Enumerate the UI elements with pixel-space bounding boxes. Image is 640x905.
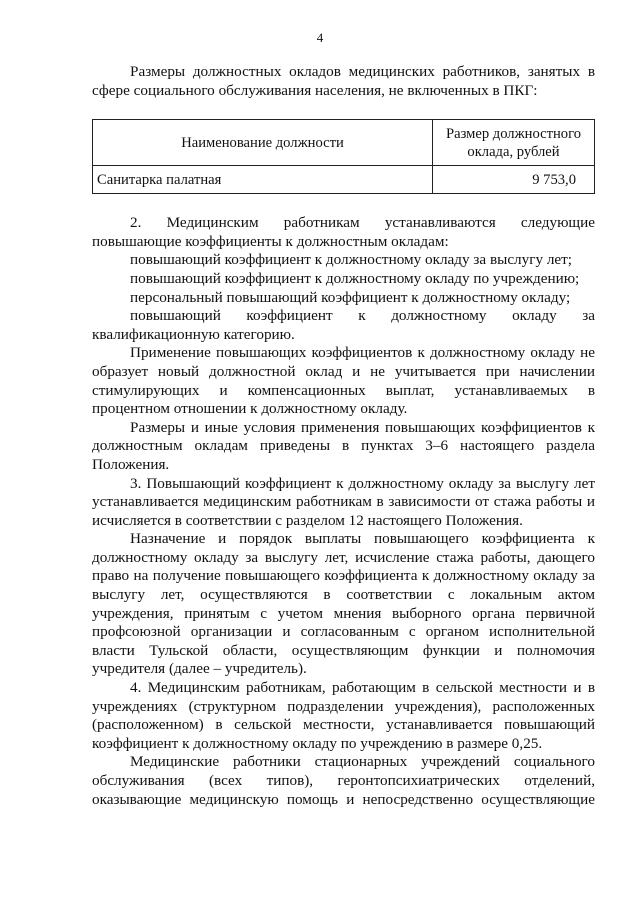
column-header-salary: Размер должностного оклада, рублей: [433, 120, 595, 166]
list-item-coef-qualification: повышающий коэффициент к должностному окладу за квалификационную категорию.: [92, 307, 595, 343]
cell-salary: 9 753,0: [433, 166, 595, 194]
paragraph-sizes: Размеры и иные условия применения повышающих коэффициентов к должностным окладам приведены в пунктах 3–6 настоящего раздела Положения.: [92, 418, 595, 473]
salary-table: [92, 119, 595, 194]
document-body: [92, 63, 595, 809]
list-item-coef-institution: повышающий коэффициент к должностному окладу по учреждению;: [130, 269, 580, 287]
intro-paragraph: Размеры должностных окладов медицинских работников, занятых в сфере социального обслуживания населения, не включенных в ПКГ:: [92, 63, 595, 99]
paragraph-item-3: 3. Повышающий коэффициент к должностному окладу за выслугу лет устанавливается медицинским работникам в зависимости от стажа работы и исчисляется в соответствии с разделом 12 настоящего Положения.: [92, 474, 595, 529]
cell-position: Санитарка палатная: [93, 166, 433, 194]
paragraph-item-2: 2. Медицинским работникам устанавливаются следующие повышающие коэффициенты к должностным окладам:: [92, 214, 595, 250]
paragraph-application: Применение повышающих коэффициентов к должностному окладу не образует новый должностной оклад и не учитывается при начислении стимулирующих и компенсационных выплат, устанавливаемых в процентном отношении к должностному окладу.: [92, 344, 595, 418]
list-item-coef-seniority: повышающий коэффициент к должностному окладу за выслугу лет;: [130, 251, 573, 269]
list-item-coef-personal: персональный повышающий коэффициент к должностному окладу;: [130, 288, 571, 306]
page-number: 4: [316, 30, 324, 45]
table-row: [93, 166, 595, 194]
table-header-row: [93, 120, 595, 166]
column-header-position: Наименование должности: [93, 120, 433, 166]
paragraph-item-4: 4. Медицинским работникам, работающим в сельской местности и в учреждениях (структурном подразделении учреждения), расположенных (расположенном) в сельской местности, устанавливается повышающий коэффициент к должностному окладу по учреждению в размере 0,25.: [92, 679, 595, 752]
paragraph-appointment: Назначение и порядок выплаты повышающего коэффициента к должностному окладу за выслугу лет, исчисление стажа работы, дающего право на получение повышающего коэффициента к должностному окладу за выслугу лет, осуществляются в соответствии с локальным актом учреждения, принятым с учетом мнения выборного органа первичной профсоюзной организации и согласованным с органом исполнительной власти Тульской области, осуществляющим функции и полномочия учредителя (далее – учредитель).: [92, 530, 595, 678]
paragraph-medical-workers: Медицинские работники стационарных учреждений социального обслуживания (всех типов), геронтопсихиатрических отделений, оказывающие медицинскую помощь и непосредственно осуществляющие: [92, 753, 595, 808]
